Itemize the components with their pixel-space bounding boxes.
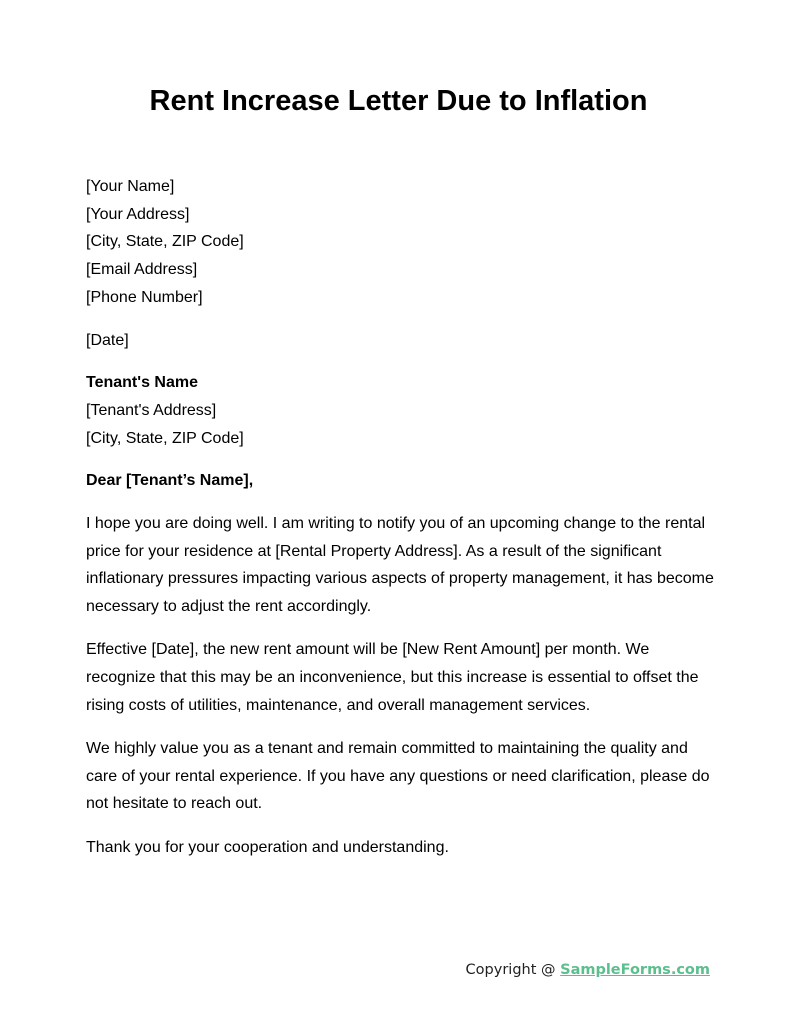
sender-name: [Your Name]: [86, 178, 175, 195]
brand-link[interactable]: SampleForms.com: [560, 962, 710, 978]
footer-copyright: [466, 962, 710, 978]
body-paragraph: I hope you are doing well. I am writing to notify you of an upcoming change to the rental price for your residence at [Rental Property Address]. As a result of the significant inflationary pressures impacting various aspects of property management, it has become necessary to adjust the rent accordingly.: [86, 515, 714, 616]
body-paragraph: Effective [Date], the new rent amount will be [New Rent Amount] per month. We recognize that this may be an inconvenience, but this increase is essential to offset the rising costs of utilities, maintenance, and overall management services.: [86, 641, 699, 714]
salutation: Dear [Tenant’s Name],: [86, 472, 254, 490]
recipient-block: [86, 369, 714, 452]
copyright-label: Copyright @: [465, 962, 561, 978]
body-paragraph: We highly value you as a tenant and remain committed to maintaining the quality and care of your rental experience. If you have any questions or need clarification, please do not hesitate to reach out.: [86, 739, 710, 813]
page-title: Rent Increase Letter Due to Inflation: [149, 85, 648, 117]
sender-phone: [Phone Number]: [86, 288, 203, 306]
sender-email: [Email Address]: [86, 261, 198, 279]
sender-city-state-zip: [City, State, ZIP Code]: [86, 233, 244, 251]
date-block: [86, 327, 714, 355]
closing-paragraph: Thank you for your cooperation and understanding.: [86, 838, 449, 856]
recipient-name: Tenant's Name: [86, 374, 198, 392]
sender-block: [86, 173, 714, 312]
letter-body: [86, 173, 714, 877]
recipient-city-state-zip: [City, State, ZIP Code]: [86, 429, 244, 447]
recipient-address: [Tenant's Address]: [86, 401, 217, 419]
sender-address: [Your Address]: [86, 205, 190, 223]
letter-date: [Date]: [86, 331, 129, 349]
